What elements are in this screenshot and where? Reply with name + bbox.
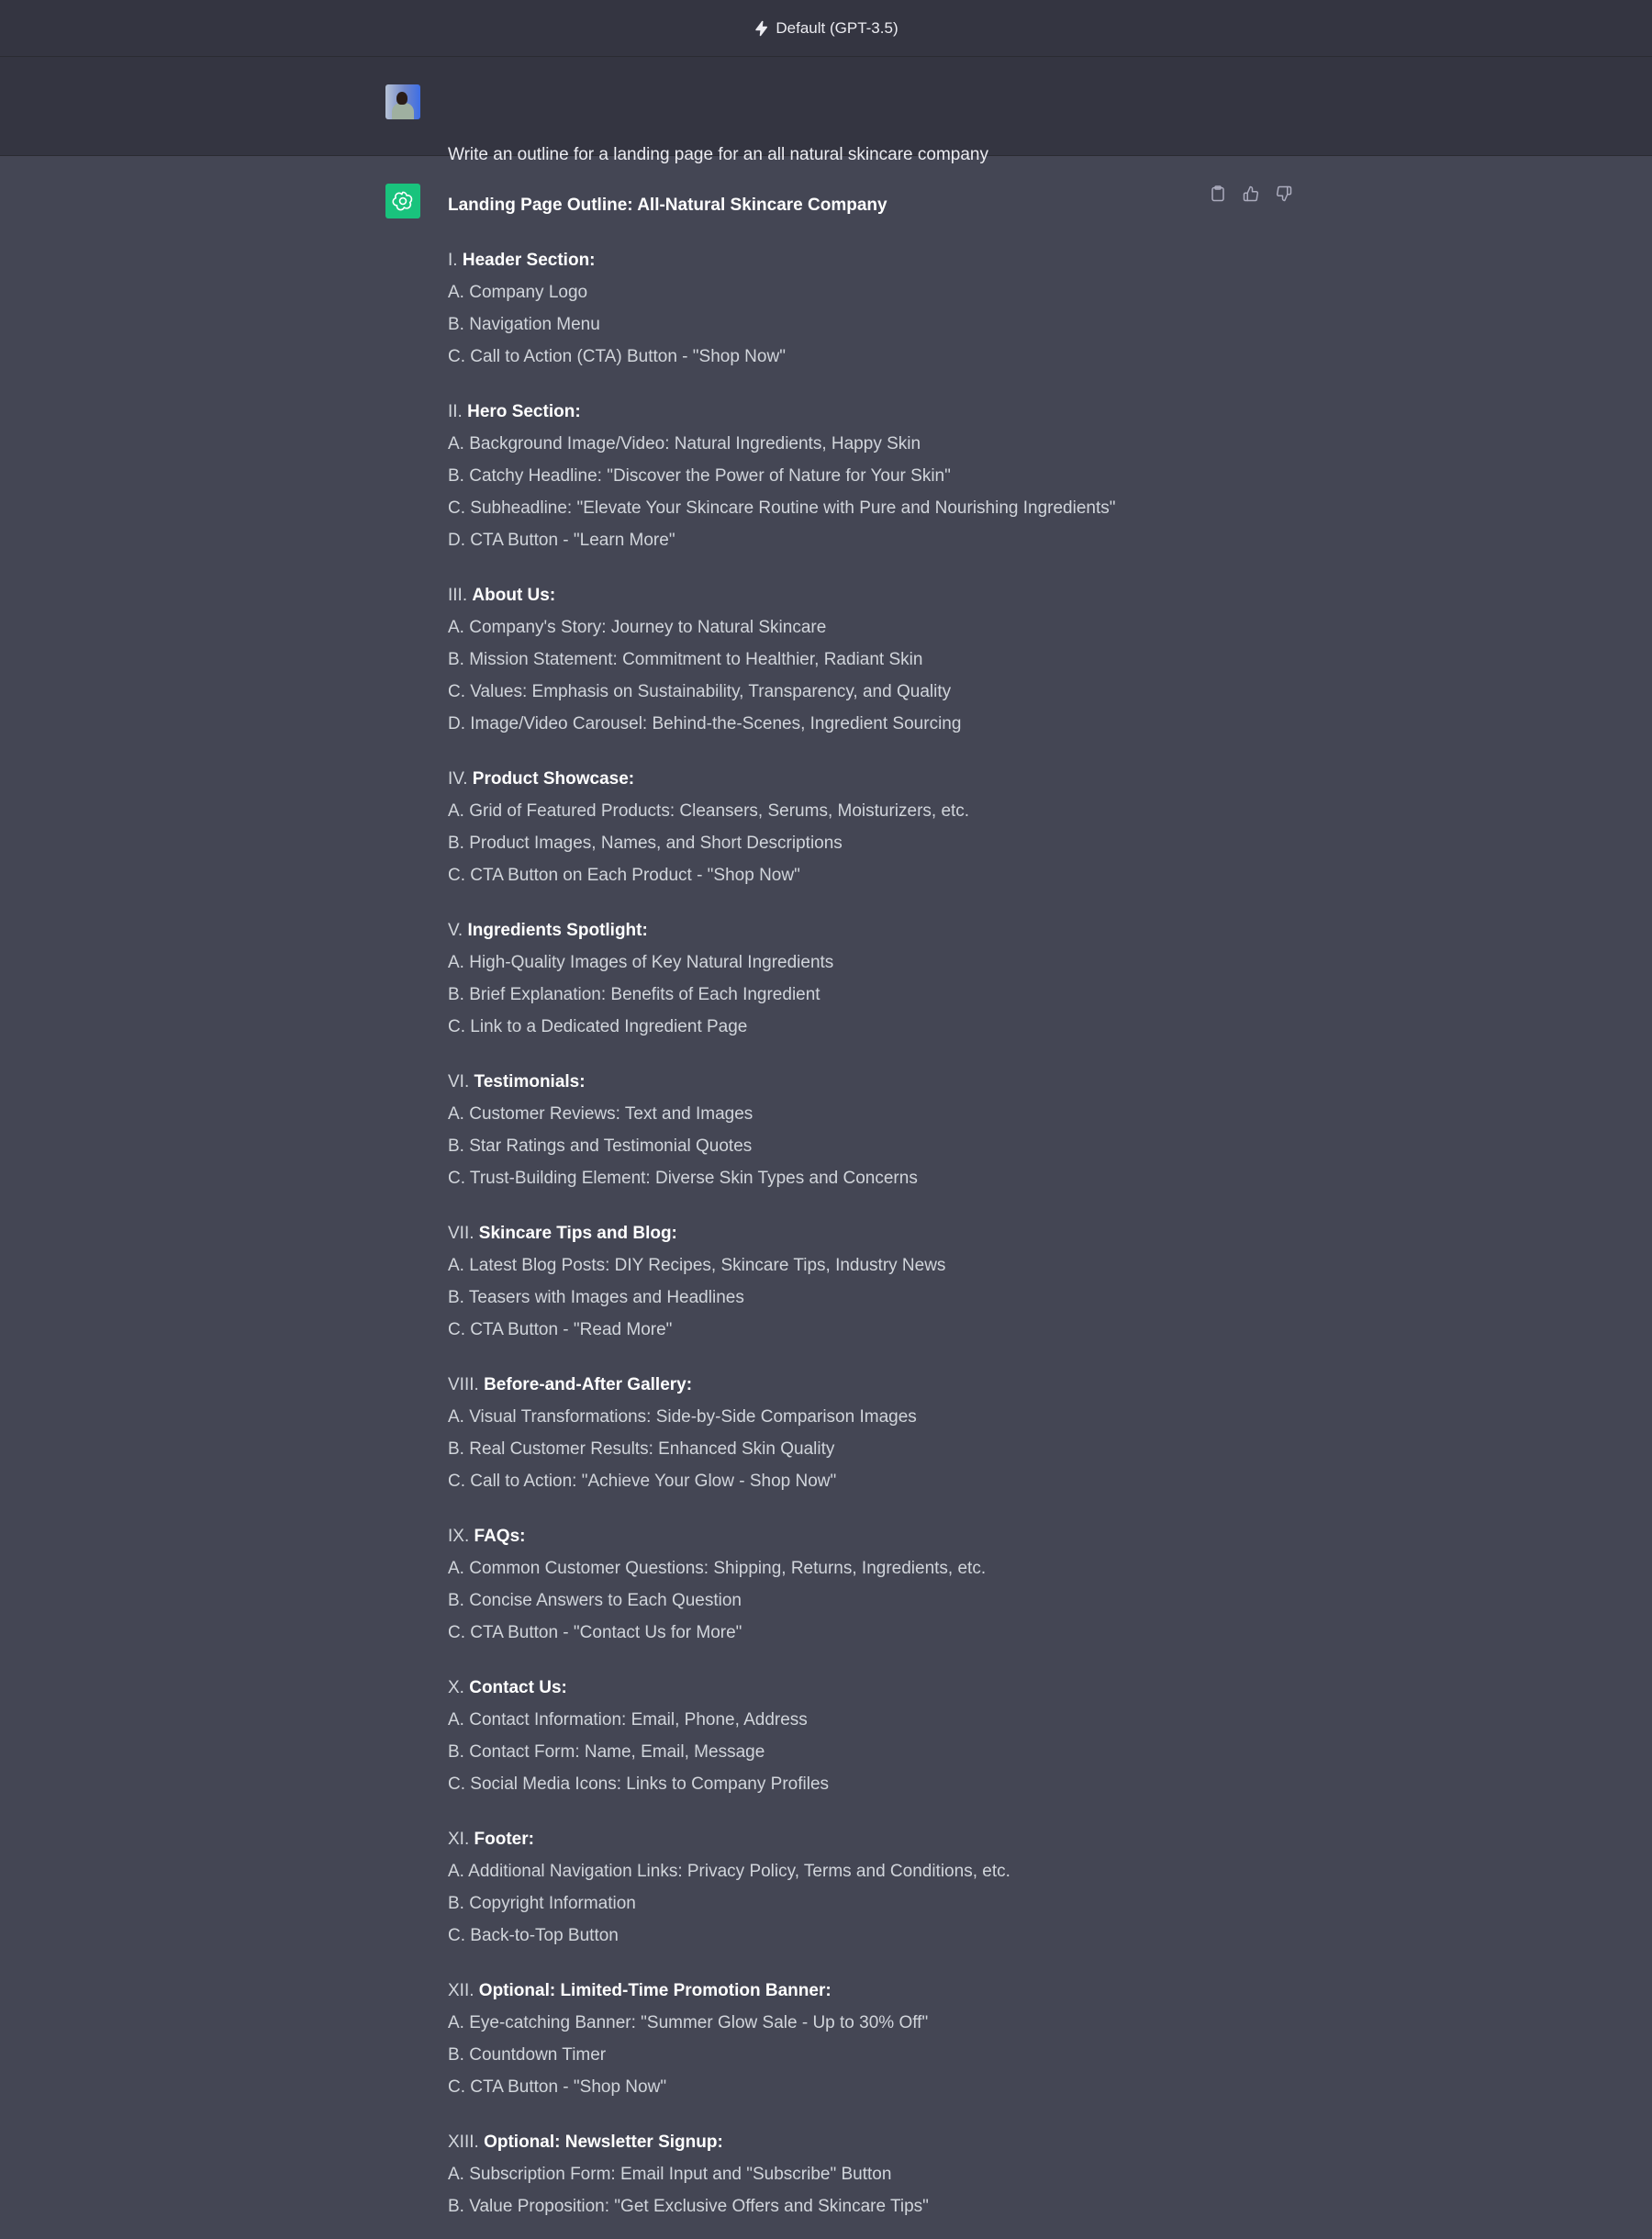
- section-heading: [448, 1217, 1182, 1249]
- thumbs-down-icon[interactable]: [1274, 184, 1294, 204]
- section-number: I.: [448, 251, 458, 270]
- section-number: XI.: [448, 1830, 470, 1849]
- outline-item: C. Values: Emphasis on Sustainability, Transparency, and Quality: [448, 682, 952, 701]
- outline-item: B. Value Proposition: "Get Exclusive Offers and Skincare Tips": [448, 2197, 929, 2216]
- outline-section: [448, 1066, 1182, 1194]
- outline-item: B. Brief Explanation: Benefits of Each Ingredient: [448, 985, 820, 1004]
- outline-item: C. CTA Button - "Read More": [448, 1320, 673, 1339]
- outline-item: C. Link to a Dedicated Ingredient Page: [448, 1017, 748, 1036]
- outline-item: A. Background Image/Video: Natural Ingredients, Happy Skin: [448, 434, 921, 453]
- outline-item: A. Contact Information: Email, Phone, Address: [448, 1710, 808, 1730]
- user-message: [0, 57, 1652, 164]
- user-prompt-text: Write an outline for a landing page for an all natural skincare company: [448, 145, 988, 164]
- outline-item: B. Countdown Timer: [448, 2045, 607, 2065]
- section-name: Product Showcase:: [472, 769, 635, 789]
- outline-section: [448, 1823, 1182, 1952]
- thumbs-up-icon[interactable]: [1241, 184, 1261, 204]
- section-number: VI.: [448, 1072, 470, 1092]
- outline-item: C. Subheadline: "Elevate Your Skincare Routine with Pure and Nourishing Ingredients": [448, 498, 1116, 518]
- outline-item: A. Common Customer Questions: Shipping, Returns, Ingredients, etc.: [448, 1559, 987, 1578]
- outline-section: [448, 1975, 1182, 2103]
- section-name: Contact Us:: [469, 1678, 567, 1697]
- section-number: II.: [448, 402, 463, 421]
- outline-item: B. Product Images, Names, and Short Descriptions: [448, 834, 843, 853]
- outline-item: B. Real Customer Results: Enhanced Skin Quality: [448, 1439, 835, 1459]
- avatar-photo-body: [392, 103, 414, 119]
- section-heading: [448, 1975, 1182, 2007]
- section-name: Optional: Newsletter Signup:: [484, 2133, 723, 2152]
- outline-item: A. Customer Reviews: Text and Images: [448, 1104, 753, 1124]
- section-number: X.: [448, 1678, 464, 1697]
- outline-section: [448, 1369, 1182, 1497]
- section-name: Ingredients Spotlight:: [467, 921, 648, 940]
- section-heading: [448, 1823, 1182, 1855]
- model-label: Default (GPT-3.5): [776, 18, 899, 37]
- section-number: IX.: [448, 1527, 470, 1546]
- section-heading: [448, 2126, 1182, 2158]
- section-name: Testimonials:: [474, 1072, 586, 1092]
- lightning-bolt-icon: [753, 20, 770, 37]
- outline-item: C. Call to Action (CTA) Button - "Shop Now": [448, 347, 786, 366]
- section-heading: [448, 1369, 1182, 1401]
- outline-section: [448, 244, 1182, 373]
- section-number: VII.: [448, 1224, 474, 1243]
- clipboard-icon[interactable]: [1208, 184, 1228, 204]
- section-heading: [448, 1672, 1182, 1704]
- outline-section: [448, 1672, 1182, 1800]
- section-number: III.: [448, 586, 468, 605]
- outline-section: [448, 914, 1182, 1043]
- section-heading: [448, 914, 1182, 946]
- outline-item: D. Image/Video Carousel: Behind-the-Scenes, Ingredient Sourcing: [448, 714, 962, 733]
- outline-section: [448, 1520, 1182, 1649]
- section-heading: [448, 1066, 1182, 1098]
- outline-section: [448, 579, 1182, 740]
- section-number: XIII.: [448, 2133, 479, 2152]
- section-heading: [448, 1520, 1182, 1552]
- outline-section: [448, 396, 1182, 556]
- outline-item: A. High-Quality Images of Key Natural Ingredients: [448, 953, 834, 972]
- section-name: Header Section:: [462, 251, 596, 270]
- response-title: Landing Page Outline: All-Natural Skincare Company: [448, 196, 887, 215]
- outline-item: B. Star Ratings and Testimonial Quotes: [448, 1136, 753, 1156]
- outline-item: A. Eye-catching Banner: "Summer Glow Sale - Up to 30% Off": [448, 2013, 929, 2032]
- section-heading: [448, 244, 1182, 276]
- outline-section: [448, 2126, 1182, 2222]
- outline-item: B. Copyright Information: [448, 1894, 636, 1913]
- outline-item: C. CTA Button - "Shop Now": [448, 2077, 667, 2097]
- section-name: Hero Section:: [467, 402, 581, 421]
- model-selector-bar[interactable]: [0, 0, 1652, 57]
- outline-item: C. CTA Button - "Contact Us for More": [448, 1623, 742, 1642]
- outline-item: A. Visual Transformations: Side-by-Side Comparison Images: [448, 1407, 917, 1427]
- section-name: FAQs:: [474, 1527, 526, 1546]
- section-number: XII.: [448, 1981, 474, 2000]
- outline-item: C. Back-to-Top Button: [448, 1926, 619, 1945]
- outline-section: [448, 763, 1182, 891]
- openai-logo-icon: [385, 184, 420, 218]
- section-number: IV.: [448, 769, 468, 789]
- outline-item: B. Contact Form: Name, Email, Message: [448, 1742, 765, 1762]
- message-actions: [1208, 184, 1294, 204]
- user-avatar: [385, 84, 420, 119]
- section-name: Skincare Tips and Blog:: [478, 1224, 677, 1243]
- outline-section: [448, 1217, 1182, 1346]
- outline-item: A. Grid of Featured Products: Cleansers, Serums, Moisturizers, etc.: [448, 801, 970, 821]
- outline-item: A. Company's Story: Journey to Natural Skincare: [448, 618, 827, 637]
- avatar-photo-head: [396, 92, 407, 105]
- outline-item: C. Trust-Building Element: Diverse Skin Types and Concerns: [448, 1169, 918, 1188]
- section-heading: [448, 579, 1182, 611]
- outline-item: A. Company Logo: [448, 283, 588, 302]
- section-heading: [448, 396, 1182, 428]
- assistant-response: [448, 189, 1182, 2239]
- outline-item: B. Teasers with Images and Headlines: [448, 1288, 744, 1307]
- outline-item: B. Navigation Menu: [448, 315, 600, 334]
- section-heading: [448, 763, 1182, 795]
- outline-item: A. Latest Blog Posts: DIY Recipes, Skincare Tips, Industry News: [448, 1256, 946, 1275]
- section-number: V.: [448, 921, 463, 940]
- outline-item: D. CTA Button - "Learn More": [448, 531, 675, 550]
- outline-item: C. CTA Button on Each Product - "Shop Now": [448, 866, 800, 885]
- outline-item: C. Social Media Icons: Links to Company Profiles: [448, 1774, 830, 1794]
- outline-item: B. Catchy Headline: "Discover the Power of Nature for Your Skin": [448, 466, 951, 486]
- outline-item: C. Call to Action: "Achieve Your Glow - Shop Now": [448, 1472, 837, 1491]
- section-name: Footer:: [474, 1830, 534, 1849]
- outline-item: A. Additional Navigation Links: Privacy Policy, Terms and Conditions, etc.: [448, 1862, 1010, 1881]
- section-name: About Us:: [472, 586, 556, 605]
- outline-item: B. Mission Statement: Commitment to Healthier, Radiant Skin: [448, 650, 923, 669]
- section-name: Before-and-After Gallery:: [484, 1375, 693, 1394]
- outline-item: A. Subscription Form: Email Input and "Subscribe" Button: [448, 2165, 892, 2184]
- outline-item: B. Concise Answers to Each Question: [448, 1591, 742, 1610]
- section-number: VIII.: [448, 1375, 479, 1394]
- section-name: Optional: Limited-Time Promotion Banner:: [478, 1981, 832, 2000]
